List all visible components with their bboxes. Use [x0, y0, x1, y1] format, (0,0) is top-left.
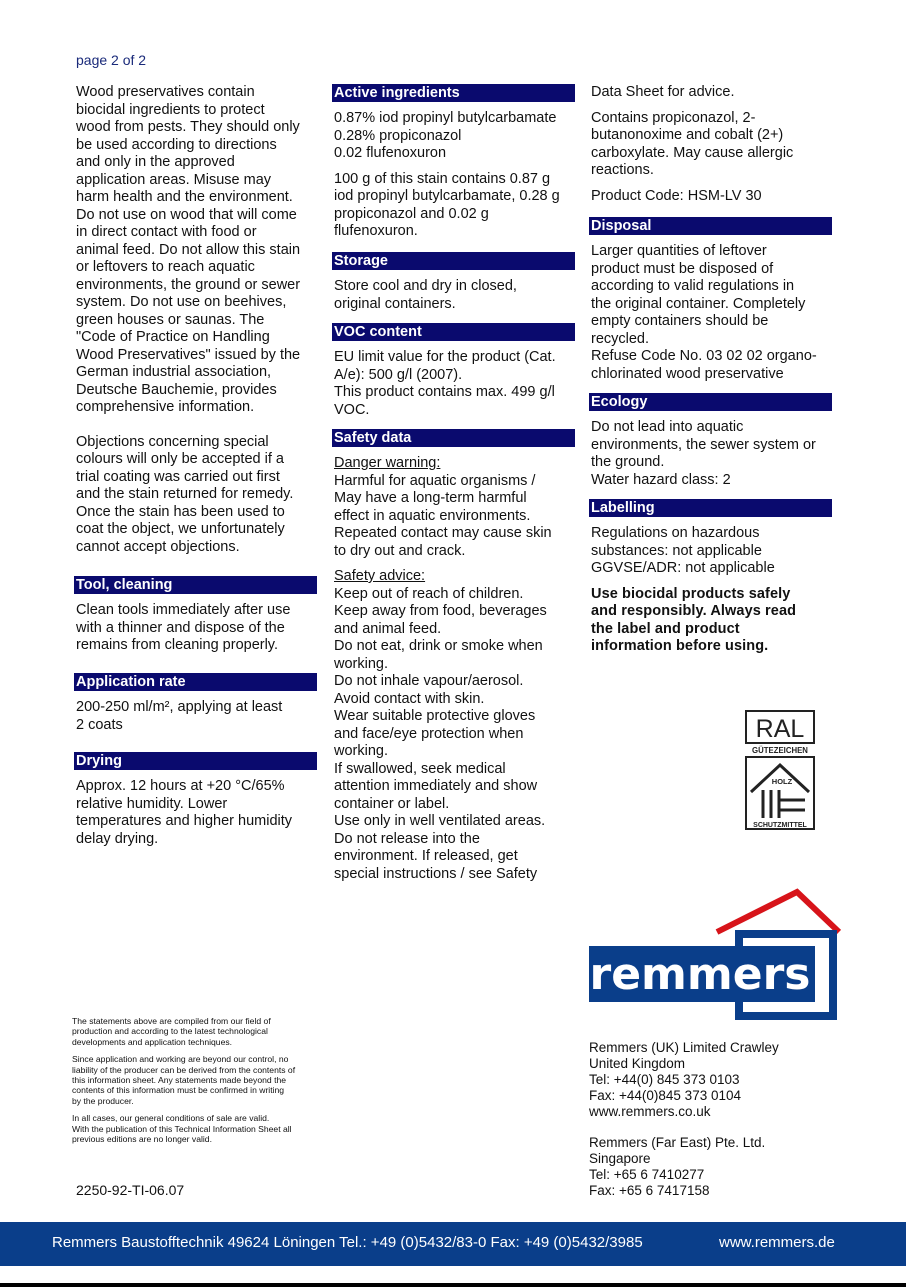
section-active-ingredients [332, 84, 575, 241]
section-heading: Safety data [332, 429, 575, 447]
text-line: developments and application techniques. [72, 1036, 233, 1047]
section-disposal [589, 217, 832, 383]
text-line: liability of the producer can be derived from the contents of [72, 1064, 296, 1075]
text-line: Fax: +65 6 7417158 [589, 1183, 710, 1198]
text-line: Wood Preservatives" issued by the [76, 346, 301, 363]
text-line: Tel: +65 6 7410277 [589, 1167, 705, 1182]
text-line: original containers. [334, 295, 456, 312]
section-heading: Disposal [589, 217, 832, 235]
text-line: This product contains max. 499 g/l [334, 384, 555, 400]
text-line: to dry out and crack. [334, 542, 466, 559]
intro-paragraph-2 [76, 434, 326, 557]
text-line: previous editions are no longer valid. [72, 1134, 212, 1145]
text-line: in direct contact with food or [76, 224, 257, 240]
text-line: Remmers (Far East) Pte. Ltd. [589, 1135, 766, 1150]
section-storage [332, 252, 575, 313]
text-line: and only in the approved [76, 154, 235, 170]
text-line: May have a long-term harmful [334, 490, 527, 506]
text-line: according to valid regulations in [591, 278, 795, 294]
text-line: remains from cleaning properly. [76, 637, 279, 653]
text-line: effect in aquatic environments. [334, 507, 531, 524]
text-line: The statements above are compiled from our field of [72, 1016, 271, 1026]
section-text [74, 602, 317, 655]
section-text [589, 419, 832, 489]
ral-quality-seal [745, 710, 817, 832]
intro-paragraph-1 [76, 84, 326, 417]
text-line: www.remmers.co.uk [589, 1104, 711, 1119]
addresses [589, 1040, 779, 1199]
text-line: Fax: +44(0)845 373 0104 [589, 1088, 741, 1103]
text-line: recycled. [591, 330, 650, 347]
text-line: temperatures and higher humidity [76, 813, 293, 829]
remmers-wordmark: remmers [589, 949, 811, 1000]
text-line: Regulations on hazardous [591, 525, 760, 541]
text-line: system. Do not use on beehives, [76, 294, 287, 310]
text-line: chlorinated wood preservative [591, 365, 784, 382]
text-line: application areas. Misuse may [76, 171, 272, 188]
text-line: information before using. [591, 638, 769, 654]
section-heading: Application rate [74, 673, 317, 691]
footnote-paragraph [72, 1054, 317, 1106]
continued-text: Data Sheet for advice. [591, 84, 735, 100]
text-line: reactions. [591, 162, 654, 178]
text-line: environments, the sewer system or [591, 436, 816, 453]
text-line: A/e): 500 g/l (2007). [334, 366, 463, 383]
text-line: biocidal ingredients to protect [76, 101, 265, 118]
section-text [74, 778, 317, 848]
section-heading: Drying [74, 752, 317, 770]
section-ecology [589, 393, 832, 489]
text-line: Objections concerning special [76, 433, 269, 450]
text-line: carboxylate. May cause allergic [591, 144, 794, 161]
text-line: and face/eye protection when [334, 725, 524, 742]
text-line: Remmers (UK) Limited Crawley [589, 1040, 779, 1055]
text-line: German industrial association, [76, 364, 272, 380]
text-line: Refuse Code No. 03 02 02 organo- [591, 348, 817, 364]
text-line: and animal feed. [334, 620, 442, 637]
text-line: Water hazard class: 2 [591, 471, 731, 488]
page-number: page 2 of 2 [76, 52, 147, 68]
schutzmittel-text: SCHUTZMITTEL [753, 822, 807, 829]
text-line: Use biocidal products safely [591, 585, 791, 602]
text-line: comprehensive information. [76, 399, 255, 415]
text-line: Tel: +44(0) 845 373 0103 [589, 1072, 740, 1087]
footer-website-link[interactable]: www.remmers.de [719, 1234, 835, 1251]
text-line: Do not lead into aquatic [591, 419, 744, 435]
text-line: or leftovers to reach aquatic [76, 259, 255, 275]
section-voc-content [332, 323, 575, 419]
text-line: working. [334, 743, 388, 759]
text-line: VOC. [334, 401, 370, 418]
footer-contact: Remmers Baustofftechnik 49624 Löningen Tel.: +49 (0)5432/83-0 Fax: +49 (0)5432/3985 [52, 1234, 643, 1251]
text-line: iod propinyl butylcarbamate, 0.28 g [334, 188, 560, 204]
text-line: Harmful for aquatic organisms / [334, 472, 536, 489]
text-line: Do not release into the [334, 830, 480, 847]
text-line: 200-250 ml/m², applying at least [76, 699, 283, 715]
section-safety-data [332, 429, 575, 883]
text-line: green houses or saunas. The [76, 311, 265, 328]
text-line: substances: not applicable [591, 542, 762, 559]
ingredient-list [334, 110, 575, 163]
section-heading: Active ingredients [332, 84, 575, 102]
text-line: If swallowed, seek medical [334, 760, 506, 777]
text-line: 0.28% propiconazol [334, 127, 462, 144]
holz-text: HOLZ [771, 777, 793, 786]
text-line: Approx. 12 hours at +20 °C/65% [76, 778, 285, 794]
column-left [76, 84, 326, 556]
text-line: EU limit value for the product (Cat. [334, 349, 556, 365]
danger-warning-text [334, 473, 575, 561]
address-uk [589, 1040, 779, 1120]
section-drying [74, 752, 317, 848]
section-text [74, 699, 317, 734]
section-application-rate [74, 673, 317, 734]
column-right-top [591, 84, 831, 205]
text-line: relative humidity. Lower [76, 795, 228, 812]
remmers-logo [587, 888, 843, 1022]
text-line: With the publication of this Technical Information Sheet all [72, 1123, 292, 1134]
text-line: be used according to directions [76, 136, 277, 153]
section-text [332, 349, 575, 419]
text-line: cannot accept objections. [76, 538, 240, 555]
text-line: empty containers should be [591, 313, 769, 329]
text-line: Keep away from food, beverages [334, 603, 547, 619]
footnote-paragraph [72, 1113, 317, 1144]
text-line: special instructions / see Safety [334, 865, 538, 882]
text-line: butanonoxime and cobalt (2+) [591, 127, 784, 143]
text-line: Wood preservatives contain [76, 84, 255, 100]
text-line: Contains propiconazol, 2- [591, 109, 756, 126]
text-line: flufenoxuron. [334, 223, 418, 239]
text-line: Singapore [589, 1151, 651, 1166]
text-line: United Kingdom [589, 1056, 686, 1071]
text-line: by the producer. [72, 1095, 134, 1106]
section-heading: Storage [332, 252, 575, 270]
section-text [332, 278, 575, 313]
text-line: 2 coats [76, 716, 123, 733]
biocide-note [589, 586, 832, 656]
text-line: contents of this information must be confirmed in writing [72, 1085, 285, 1096]
text-line: the original container. Completely [591, 295, 806, 312]
text-line: wood from pests. They should only [76, 119, 300, 135]
section-heading: VOC content [332, 323, 575, 341]
page-bottom-rule [0, 1283, 906, 1287]
text-line: "Code of Practice on Handling [76, 329, 270, 345]
text-line: and responsibly. Always read [591, 603, 797, 619]
text-line: colours will only be accepted if a [76, 451, 284, 467]
text-line: 0.02 flufenoxuron [334, 145, 447, 161]
text-line: GGVSE/ADR: not applicable [591, 560, 775, 576]
section-heading: Labelling [589, 499, 832, 517]
text-line: the label and product [591, 620, 740, 637]
product-code: Product Code: HSM-LV 30 [591, 187, 762, 204]
text-line: environments, the ground or sewer [76, 276, 301, 293]
danger-warning-label: Danger warning: [334, 455, 441, 471]
text-line: container or label. [334, 795, 450, 812]
text-line: Larger quantities of leftover [591, 243, 767, 259]
text-line: Keep out of reach of children. [334, 585, 524, 602]
text-line: 0.87% iod propinyl butylcarbamate [334, 110, 557, 126]
text-line: harm health and the environment. [76, 189, 293, 205]
text-line: coat the object, we unfortunately [76, 521, 285, 537]
safety-advice-label: Safety advice: [334, 568, 426, 584]
document-number: 2250-92-TI-06.07 [76, 1182, 185, 1198]
section-text [589, 525, 832, 578]
section-tool-cleaning [74, 576, 317, 655]
footer-bar [0, 1222, 906, 1266]
text-line: Store cool and dry in closed, [334, 278, 517, 294]
text-line: Repeated contact may cause skin [334, 525, 552, 541]
ral-seal-graphic [745, 710, 817, 832]
guetezeichen-text: GÜTEZEICHEN [752, 746, 808, 755]
ral-text: RAL [755, 715, 805, 743]
text-line: product must be disposed of [591, 260, 774, 277]
safety-advice-text [334, 586, 575, 884]
text-line: and the stain returned for remedy. [76, 486, 294, 502]
section-heading: Ecology [589, 393, 832, 411]
text-line: Wear suitable protective gloves [334, 708, 536, 724]
text-line: trial coating was carried out first [76, 468, 280, 485]
address-far-east [589, 1135, 779, 1199]
footnote-paragraph [72, 1016, 317, 1047]
text-line: animal feed. Do not allow this stain [76, 241, 301, 258]
contains-text [591, 110, 831, 180]
text-line: Since application and working are beyond our control, no [72, 1054, 289, 1065]
text-line: propiconazol and 0.02 g [334, 205, 489, 222]
section-text [589, 243, 832, 383]
text-line: In all cases, our general conditions of sale are valid. [72, 1113, 270, 1124]
text-line: Once the stain has been used to [76, 503, 285, 520]
text-line: working. [334, 655, 388, 672]
text-line: Do not use on wood that will come [76, 206, 297, 223]
text-line: attention immediately and show [334, 778, 538, 794]
legal-footnote [72, 1016, 317, 1151]
section-labelling [589, 499, 832, 656]
text-line: this information sheet. Any statements made beyond the [72, 1075, 287, 1086]
text-line: delay drying. [76, 830, 159, 847]
text-line: Do not eat, drink or smoke when [334, 638, 543, 654]
section-heading: Tool, cleaning [74, 576, 317, 594]
text-line: Avoid contact with skin. [334, 690, 485, 707]
text-line: Do not inhale vapour/aerosol. [334, 673, 524, 689]
text-line: Clean tools immediately after use [76, 602, 291, 618]
text-line: with a thinner and dispose of the [76, 619, 285, 636]
text-line: environment. If released, get [334, 848, 518, 864]
text-line: the ground. [591, 454, 665, 470]
ingredient-text [334, 171, 575, 241]
text-line: Deutsche Bauchemie, provides [76, 381, 277, 398]
text-line: Use only in well ventilated areas. [334, 813, 546, 829]
text-line: 100 g of this stain contains 0.87 g [334, 170, 551, 187]
text-line: production and according to the latest technological [72, 1026, 268, 1037]
remmers-logo-graphic [587, 888, 843, 1022]
